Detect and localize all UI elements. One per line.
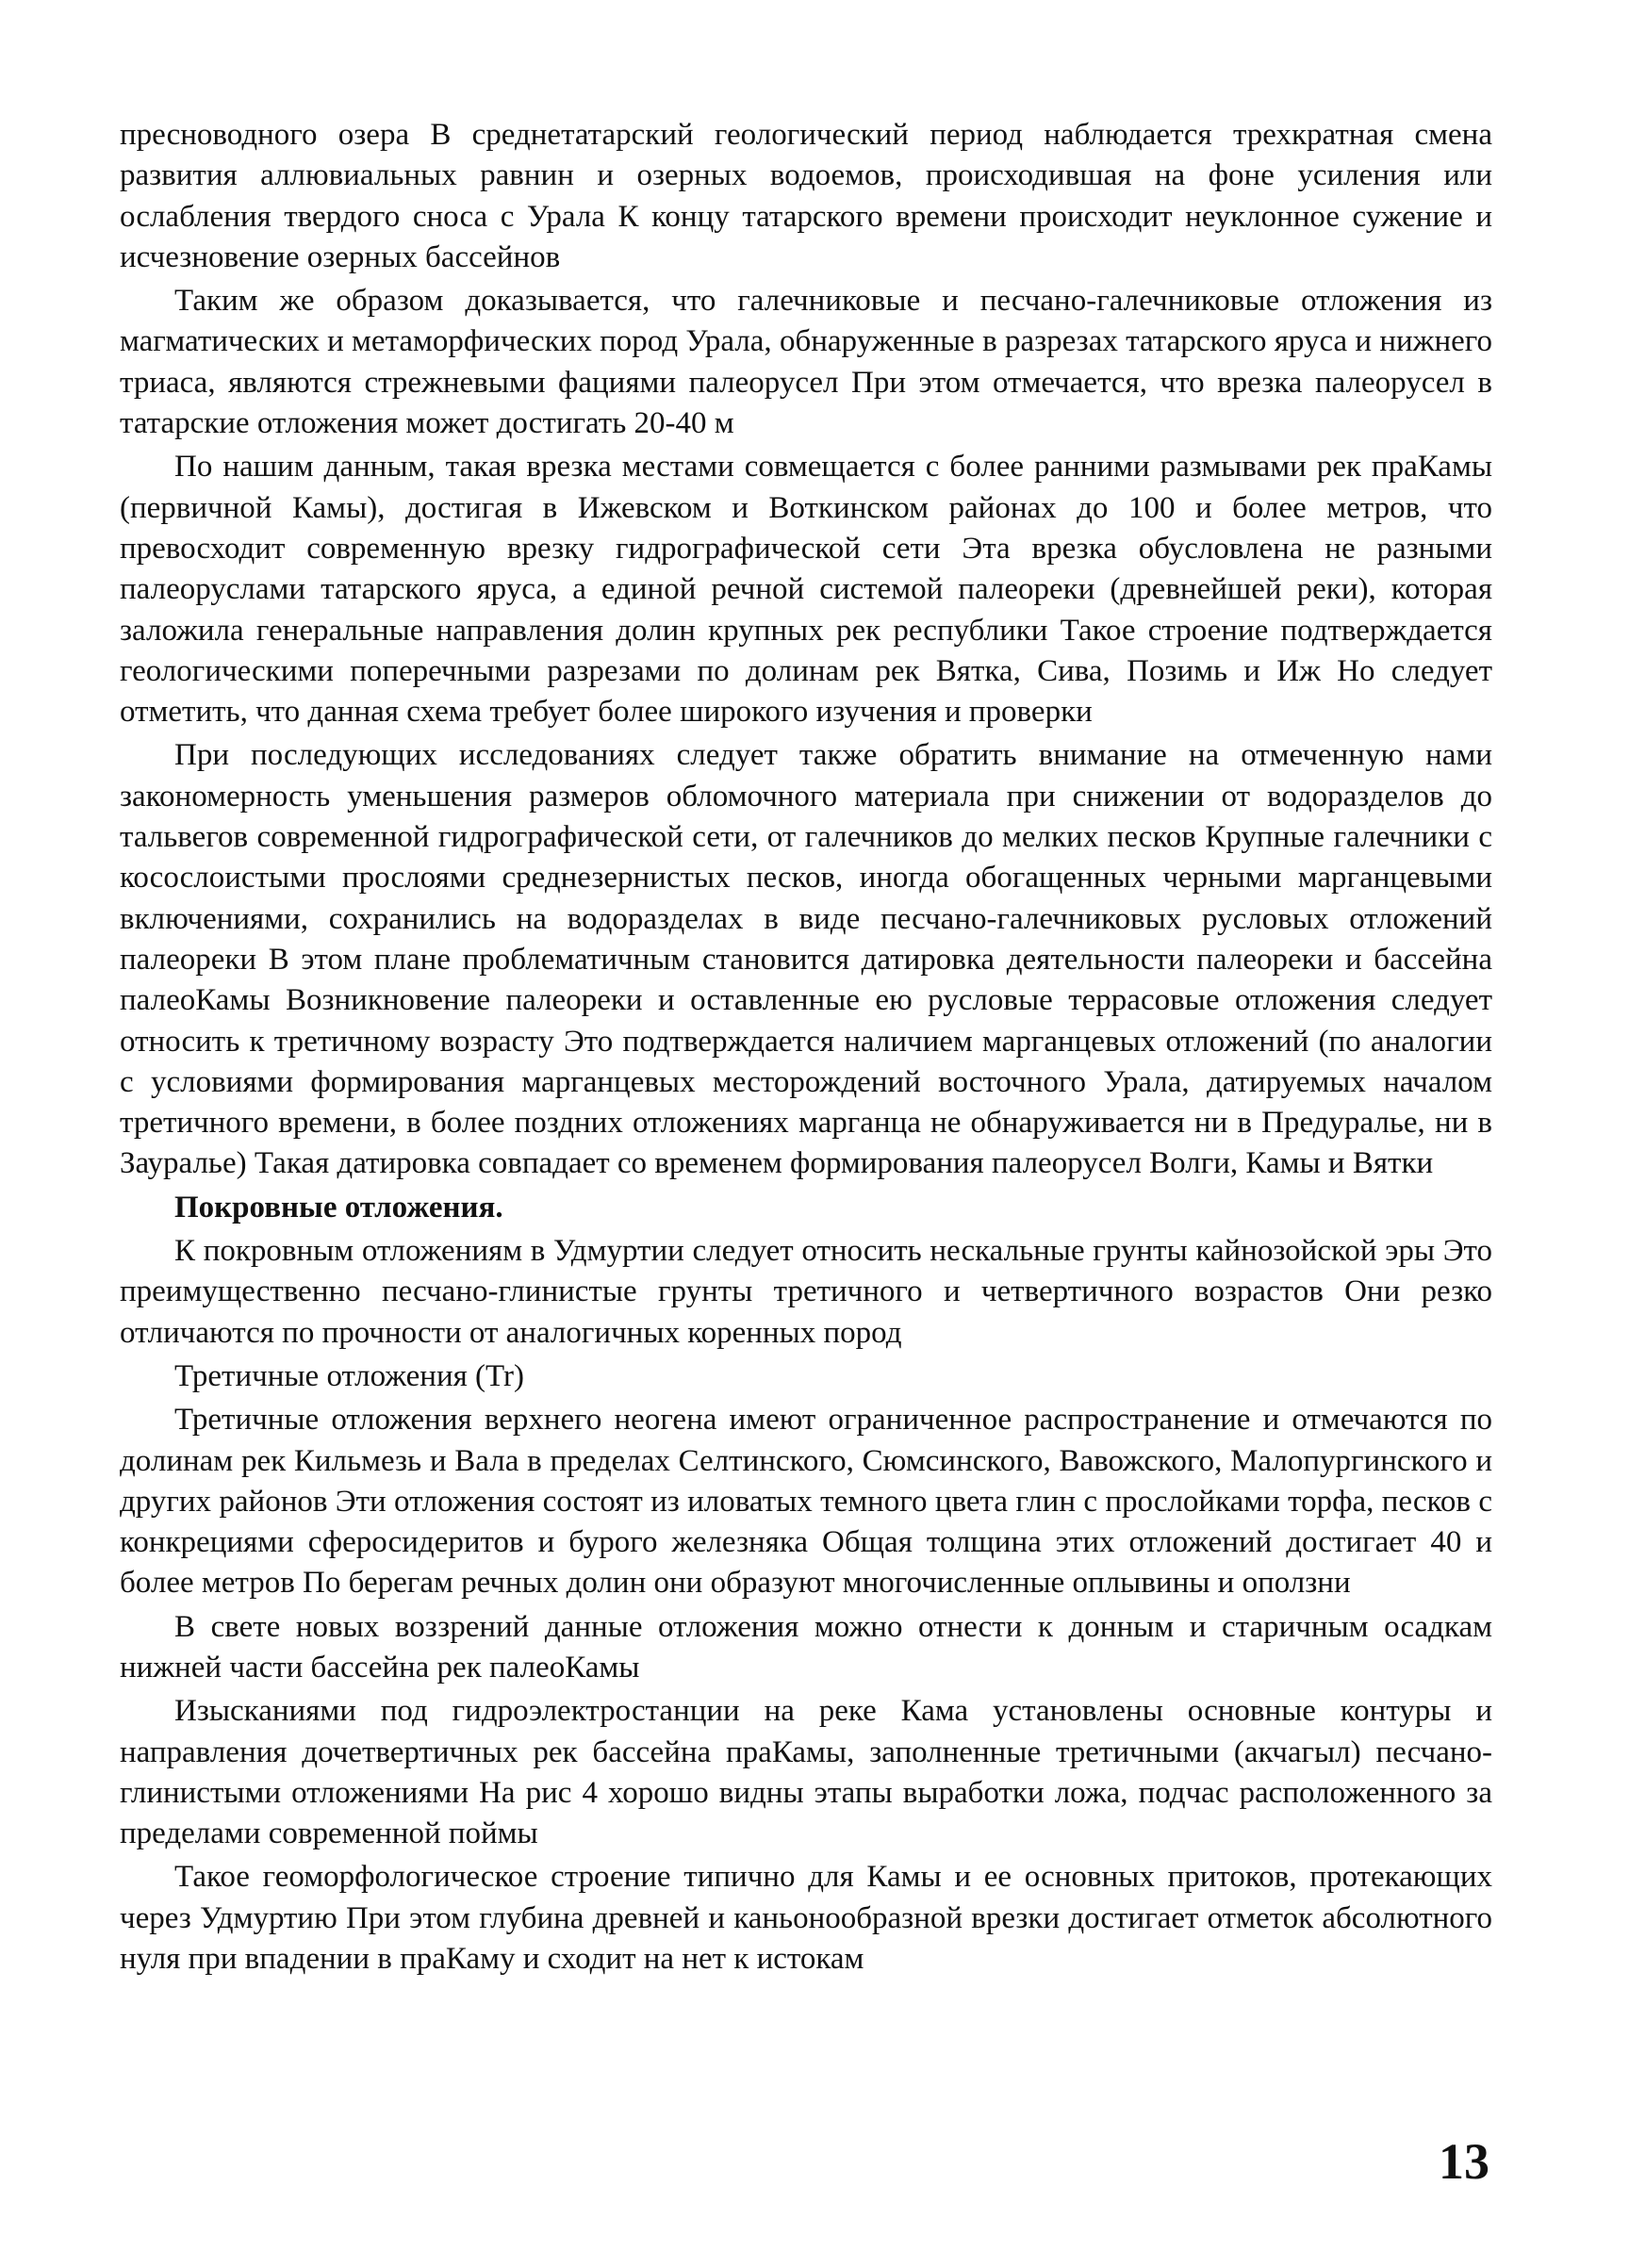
subheading-tertiary-deposits: Третичные отложения (Tr) bbox=[174, 1358, 524, 1393]
section-heading-cover-deposits: Покровные отложения. bbox=[174, 1190, 503, 1224]
body-text bbox=[120, 115, 1492, 1982]
paragraph-pebble-deposits: Таким же образом доказывается, что галечниковые и песчано-галечниковые отложения из магматических и метаморфических пород Урала, обнаруженные в разрезах татарского яруса и нижнего триаса, являются стрежневыми фациями палеорусел При этом отмечается, что врезка палеорусел в татарские отложения может достигать 20-40 м bbox=[120, 284, 1492, 441]
paragraph-neogene: Третичные отложения верхнего неогена имеют ограниченное распространение и отмечаются по долинам рек Кильмезь и Вала в пределах Селтинского, Сюмсинского, Вавожского, Малопургинского и других районов Эти отложения состоят из иловатых темного цвета глин с прослойками торфа, песков с конкрециями сферосидеритов и бурого железняка Общая толщина этих отложений достигает 40 и более метров По берегам речных долин они образуют многочисленные оплывины и оползни bbox=[120, 1403, 1492, 1601]
paragraph-new-views: В свете новых воззрений данные отложения можно отнести к донным и старичным осадкам нижней части бассейна рек палеоКамы bbox=[120, 1609, 1492, 1685]
paragraph-hydro-surveys: Изысканиями под гидроэлектростанции на реке Кама установлены основные контуры и направления дочетвертичных рек бассейна праКамы, заполненные третичными (акчагыл) песчано-глинистыми отложениями На рис 4 хорошо видны этапы выработки ложа, подчас расположенного за пределами современной поймы bbox=[120, 1694, 1492, 1851]
paragraph-prakama-incision: По нашим данным, такая врезка местами совмещается с более ранними размывами рек праКамы (первичной Камы), достигая в Ижевском и Воткинском районах до 100 и более метров, что превосходит современную врезку гидрографической сети Эта врезка обусловлена не разными палеоруслами татарского яруса, а единой речной системой палеореки (древнейшей реки), которая заложила генеральные направления долин крупных рек республики Такое строение подтверждается геологическими поперечными разрезами по долинам рек Вятка, Сива, Позимь и Иж Но следует отметить, что данная схема требует более широкого изучения и проверки bbox=[120, 450, 1492, 730]
paragraph-further-research: При последующих исследованиях следует также обратить внимание на отмеченную нами закономерность уменьшения размеров обломочного материала при снижении от водоразделов до тальвегов современной гидрографической сети, от галечников до мелких песков Крупные галечники с косослоистыми прослоями среднезернистых песков, иногда обогащенных черными марганцевыми включениями, сохранились на водоразделах в виде песчано-галечниковых русловых отложений палеореки В этом плане проблематичным становится датировка деятельности палеореки и бассейна палеоКамы Возникновение палеореки и оставленные ею русловые террасовые отложения следует относить к третичному возрасту Это подтверждается наличием марганцевых отложений (по аналогии с условиями формирования марганцевых месторождений восточного Урала, датируемых началом третичного времени, в более поздних отложениях марганца не обнаруживается ни в Предуралье, ни в Зауралье) Такая датировка совпадает со временем формирования палеорусел Волги, Камы и Вятки bbox=[120, 738, 1492, 1181]
page-number: 13 bbox=[1439, 2133, 1489, 2190]
paragraph-lake: пресноводного озера В среднетатарский геологический период наблюдается трехкратная смена развития аллювиальных равнин и озерных водоемов, происходившая на фоне усиления или ослабления твердого сноса с Урала К концу татарского времени происходит неуклонное сужение и исчезновение озерных бассейнов bbox=[120, 118, 1492, 274]
paragraph-cover-deposits: К покровным отложениям в Удмуртии следует относить нескальные грунты кайнозойской эры Это преимущественно песчано-глинистые грунты третичного и четвертичного возрастов Они резко отличаются по прочности от аналогичных коренных пород bbox=[120, 1234, 1492, 1350]
paragraph-geomorphology: Такое геоморфологическое строение типично для Камы и ее основных притоков, протекающих через Удмуртию При этом глубина древней и каньонообразной врезки достигает отметок абсолютного нуля при впадении в праКаму и сходит на нет к истокам bbox=[120, 1860, 1492, 1977]
